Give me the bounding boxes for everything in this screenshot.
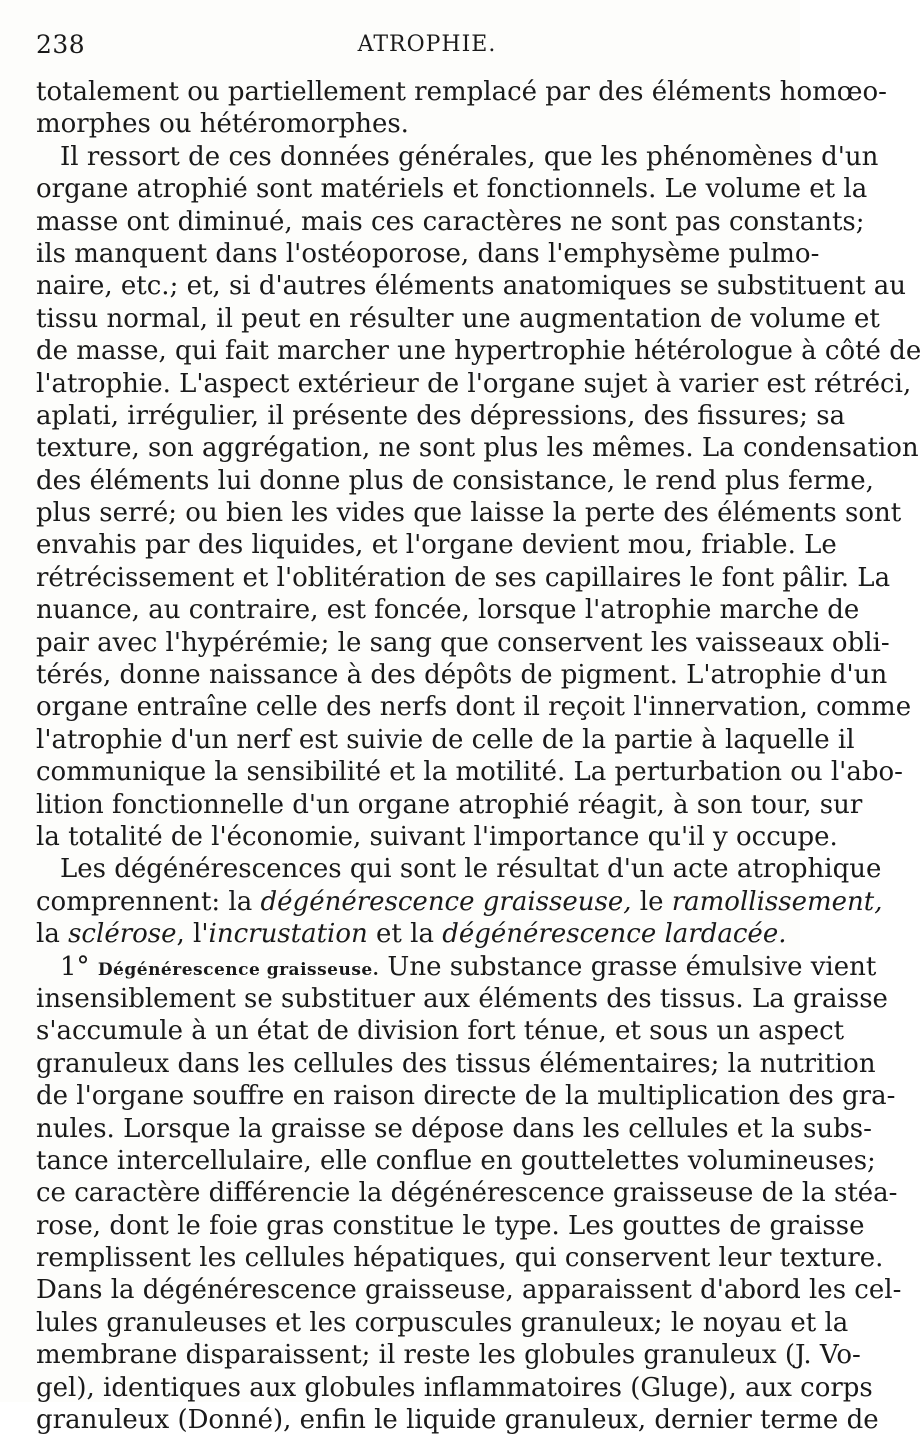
text-line: rétrécissement et l'oblitération de ses capillaires le font pâlir. La (36, 562, 891, 593)
italic-term: ramollissement, (671, 886, 883, 917)
text-line: insensiblement se substituer aux éléments des tissus. La graisse (36, 983, 888, 1014)
text-line: granuleux dans les cellules des tissus élémentaires; la nutrition (36, 1048, 876, 1079)
text-run: comprennent: la (36, 886, 261, 917)
text-line: granuleux (Donné), enfin le liquide granuleux, dernier terme de (36, 1405, 879, 1436)
text-run: la (36, 919, 69, 950)
text-line: naire, etc.; et, si d'autres éléments anatomiques se substituent au (36, 271, 907, 302)
text-line: pair avec l'hypérémie; le sang que conservent les vaisseaux obli- (36, 627, 890, 658)
text-line: organe atrophié sont matériels et fonctionnels. Le volume et la (36, 174, 868, 205)
text-line: des éléments lui donne plus de consistance, le rend plus ferme, (36, 465, 874, 496)
section-heading: Dégénérescence graisseuse. (97, 959, 380, 980)
text-line: morphes ou hétéromorphes. (36, 109, 409, 140)
text-line: la totalité de l'économie, suivant l'importance qu'il y occupe. (36, 821, 838, 852)
text-line: Dans la dégénérescence graisseuse, apparaissent d'abord les cel- (36, 1275, 902, 1306)
text-line: totalement ou partiellement remplacé par des éléments homœo- (36, 77, 887, 107)
text-line: gel), identiques aux globules inflammatoires (Gluge), aux corps (36, 1372, 873, 1403)
running-title: ATROPHIE. (357, 32, 497, 57)
paragraph-start-line: Les dégénérescences qui sont le résultat d'un acte atrophique (60, 854, 882, 885)
text-line: masse ont diminué, mais ces caractères ne sont pas constants; (36, 206, 865, 237)
text-line: nules. Lorsque la graisse se dépose dans les cellules et la subs- (36, 1113, 872, 1144)
page-header (36, 28, 758, 68)
italic-term: sclérose (68, 919, 177, 950)
text-line: ce caractère différencie la dégénérescence graisseuse de la stéa- (36, 1178, 898, 1209)
text-line: de masse, qui fait marcher une hypertrophie hétérologue à côté de (36, 336, 921, 367)
text-line: remplissent les cellules hépatiques, qui conservent leur texture. (36, 1243, 884, 1274)
text-line: ils manquent dans l'ostéoporose, dans l'emphysème pulmo- (36, 238, 820, 269)
text-line: l'atrophie d'un nerf est suivie de celle de la partie à laquelle il (36, 724, 855, 755)
text-line: communique la sensibilité et la motilité. La perturbation ou l'abo- (36, 757, 903, 788)
text-line: tance intercellulaire, elle conflue en gouttelettes volumineuses; (36, 1145, 876, 1176)
text-line: envahis par des liquides, et l'organe devient mou, friable. Le (36, 530, 837, 561)
text-line: nuance, au contraire, est foncée, lorsque l'atrophie marche de (36, 595, 860, 626)
italic-term: dégénérescence lardacée. (442, 919, 787, 950)
text-line: de l'organe souffre en raison directe de la multiplication des gra- (36, 1081, 896, 1112)
text-line: organe entraîne celle des nerfs dont il reçoit l'innervation, comme (36, 692, 912, 723)
page-number: 238 (36, 30, 86, 59)
text-run: Une substance grasse émulsive vient (379, 951, 877, 982)
text-line: térés, donne naissance à des dépôts de pigment. L'atrophie d'un (36, 660, 888, 691)
section-number: 1° (60, 951, 98, 982)
text-run: , l' (176, 919, 209, 950)
italic-term: dégénérescence graisseuse, (260, 886, 632, 917)
text-run: le (631, 886, 672, 917)
text-line (36, 918, 787, 950)
body-text (36, 76, 921, 1436)
text-line: lition fonctionnelle d'un organe atrophié réagit, à son tour, sur (36, 789, 863, 820)
text-run: et la (367, 919, 443, 950)
text-line: l'atrophie. L'aspect extérieur de l'organe sujet à varier est rétréci, (36, 368, 912, 399)
paragraph-start-line: Il ressort de ces données générales, que les phénomènes d'un (60, 141, 879, 172)
text-line: rose, dont le foie gras constitue le type. Les gouttes de graisse (36, 1210, 865, 1241)
section-heading-line (36, 951, 877, 983)
text-line: tissu normal, il peut en résulter une augmentation de volume et (36, 303, 880, 334)
text-line: s'accumule à un état de division fort ténue, et sous un aspect (36, 1016, 845, 1047)
text-line (36, 886, 883, 918)
text-line: lules granuleuses et les corpuscules granuleux; le noyau et la (36, 1307, 849, 1338)
text-line: texture, son aggrégation, ne sont plus les mêmes. La condensation (36, 433, 919, 464)
text-line: plus serré; ou bien les vides que laisse la perte des éléments sont (36, 498, 902, 529)
text-line: aplati, irrégulier, il présente des dépressions, des fissures; sa (36, 400, 846, 431)
text-line: membrane disparaissent; il reste les globules granuleux (J. Vo- (36, 1340, 861, 1371)
italic-term: incrustation (208, 919, 368, 950)
